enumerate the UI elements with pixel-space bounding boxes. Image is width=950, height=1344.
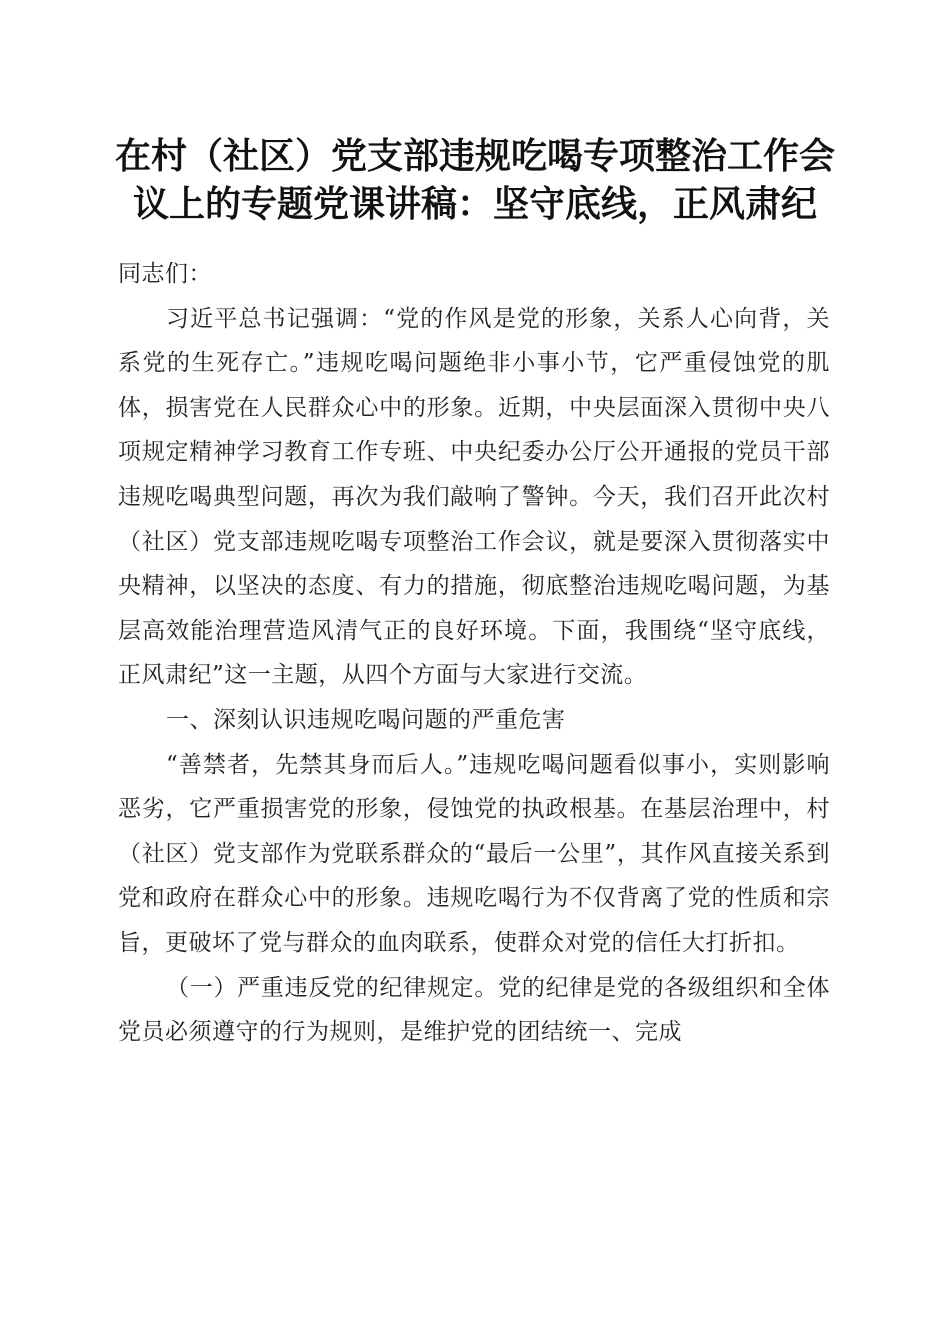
document-title [100,132,850,228]
subsection-heading-1: （一）严重违反党的纪律规定。 [166,974,499,1001]
subsection-text-1: 党的纪律是党的各级组织和全体党员必须遵守的行为规则，是维护党的团结统一、完成 [118,974,831,1046]
paragraph-1: 习近平总书记强调：“党的作风是党的形象，关系人心向背，关系党的生死存亡。”违规吃喝问题绝非小事小节，它严重侵蚀党的肌体，损害党在人民群众心中的形象。近期，中央层面深入贯彻中央八项规定精神学习教育工作专班、中央纪委办公厅公开通报的党员干部违规吃喝典型问题，再次为我们敲响了警钟。今天，我们召开此次村（社区）党支部违规吃喝专项整治工作会议，就是要深入贯彻落实中央精神，以坚决的态度、有力的措施，彻底整治违规吃喝问题，为基层高效能治理营造风清气正的良好环境。下面，我围绕“坚守底线，正风肃纪”这一主题，从四个方面与大家进行交流。 [118,305,830,689]
salutation: 同志们： [118,261,212,287]
section-heading-1: 一、深刻认识违规吃喝问题的严重危害 [166,706,566,733]
paragraph-3 [118,966,830,1055]
document-body [118,252,830,1055]
title-line-1: 在村（社区）党支部违规吃喝专项整治工作会 [114,135,835,177]
paragraph-2: “善禁者，先禁其身而后人。”违规吃喝问题看似事小，实则影响恶劣，它严重损害党的形象，侵蚀党的执政根基。在基层治理中，村（社区）党支部作为党联系群众的“最后一公里”，其作风直接关系到党和政府在群众心中的形象。违规吃喝行为不仅背离了党的性质和宗旨，更破坏了党与群众的血肉联系，使群众对党的信任大打折扣。 [118,751,830,956]
title-line-2: 议上的专题党课讲稿：坚守底线，正风肃纪 [132,183,817,225]
